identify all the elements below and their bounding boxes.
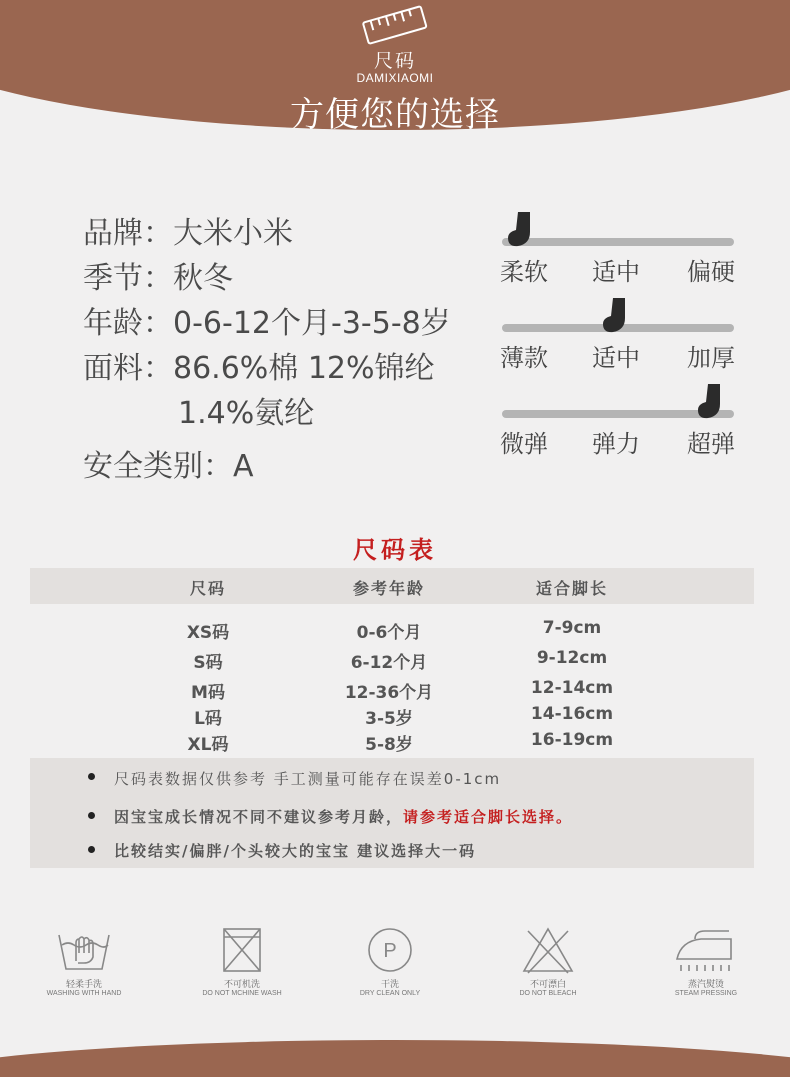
slider-label-left: 微弹 bbox=[500, 430, 548, 458]
care-label: 不可机洗 bbox=[223, 980, 260, 990]
table-row bbox=[0, 678, 790, 704]
thickness-slider bbox=[500, 296, 740, 372]
softness-slider bbox=[500, 210, 740, 286]
slider-label-left: 薄款 bbox=[500, 344, 548, 372]
fabric-text: 面料：86.6%棉 12%锦纶 bbox=[83, 351, 435, 386]
note-measurement: 尺码表数据仅供参考 手工测量可能存在误差0-1cm bbox=[114, 770, 502, 788]
sock-icon bbox=[504, 210, 542, 250]
elasticity-slider bbox=[500, 382, 740, 458]
care-label: 干洗 bbox=[380, 980, 399, 990]
safety-text: 安全类别：A bbox=[83, 449, 254, 484]
column-header: 适合脚长 bbox=[535, 579, 608, 598]
footer-banner bbox=[0, 1040, 790, 1077]
svg-text:P: P bbox=[383, 940, 397, 962]
ruler-icon bbox=[357, 4, 433, 48]
season-text: 季节：秋冬 bbox=[83, 261, 233, 296]
hand-wash-icon bbox=[54, 925, 114, 975]
table-cell: 9-12cm bbox=[536, 648, 608, 668]
steam-iron-icon bbox=[671, 925, 741, 975]
table-cell: 3-5岁 bbox=[365, 709, 413, 729]
care-label-en: STEAM PRESSING bbox=[674, 990, 738, 997]
header-label: 尺码 bbox=[373, 50, 416, 72]
table-cell: L码 bbox=[194, 709, 222, 729]
brand-text: 品牌：大米小米 bbox=[83, 216, 293, 251]
table-cell: 6-12个月 bbox=[350, 653, 428, 673]
age-text: 年龄：0-6-12个月-3-5-8岁 bbox=[83, 306, 451, 341]
table-cell: 7-9cm bbox=[542, 618, 602, 638]
bullet-icon bbox=[88, 846, 95, 853]
care-item bbox=[330, 925, 450, 997]
size-table-header bbox=[30, 568, 754, 604]
care-label-en: DO NOT MCHINE WASH bbox=[202, 990, 282, 997]
care-label-en: WASHING WITH HAND bbox=[46, 990, 122, 997]
slider-label-mid: 适中 bbox=[592, 258, 640, 286]
slider-label-mid: 适中 bbox=[592, 344, 640, 372]
note-advice-highlight: 请参考适合脚长选择。 bbox=[403, 808, 574, 826]
care-label: 轻柔手洗 bbox=[65, 980, 102, 990]
table-row bbox=[0, 704, 790, 730]
no-machine-wash-icon bbox=[212, 925, 272, 975]
table-cell: 16-19cm bbox=[530, 730, 614, 750]
slider-label-right: 超弹 bbox=[687, 430, 735, 458]
fabric-text-cont: 1.4%氨纶 bbox=[178, 396, 315, 431]
table-row bbox=[0, 648, 790, 674]
table-cell: XL码 bbox=[187, 735, 229, 755]
product-info bbox=[83, 212, 451, 490]
header-label-en: DAMIXIAOMI bbox=[356, 71, 434, 85]
table-cell: 12-14cm bbox=[530, 678, 614, 698]
care-item bbox=[182, 925, 302, 997]
column-header: 尺码 bbox=[189, 579, 226, 598]
dry-clean-icon bbox=[360, 925, 420, 975]
header bbox=[0, 0, 790, 135]
care-item bbox=[24, 925, 144, 997]
bullet-icon bbox=[88, 773, 95, 780]
table-cell: S码 bbox=[193, 653, 223, 673]
table-row bbox=[0, 618, 790, 644]
care-label: 不可漂白 bbox=[529, 980, 566, 990]
size-table-title: 尺码表 bbox=[353, 536, 437, 564]
table-cell: 14-16cm bbox=[530, 704, 614, 724]
table-row bbox=[0, 730, 790, 756]
note-advice-plain: 因宝宝成长情况不同不建议参考月龄， bbox=[114, 808, 404, 826]
table-cell: M码 bbox=[191, 683, 225, 703]
table-cell: 0-6个月 bbox=[356, 623, 422, 643]
note-size-up: 比较结实/偏胖/个头较大的宝宝 建议选择大一码 bbox=[114, 842, 477, 860]
note-advice bbox=[114, 806, 573, 827]
table-cell: 12-36个月 bbox=[344, 683, 434, 703]
care-label-en: DO NOT BLEACH bbox=[519, 990, 577, 997]
table-cell: XS码 bbox=[186, 623, 230, 643]
page-title: 方便您的选择 bbox=[290, 95, 500, 135]
slider-label-right: 偏硬 bbox=[687, 258, 735, 286]
care-label-en: DRY CLEAN ONLY bbox=[359, 990, 421, 997]
column-header: 参考年龄 bbox=[352, 579, 425, 598]
bullet-icon bbox=[88, 812, 95, 819]
slider-label-mid: 弹力 bbox=[592, 430, 640, 458]
sock-icon bbox=[599, 296, 637, 336]
care-item bbox=[488, 925, 608, 997]
slider-label-right: 加厚 bbox=[687, 344, 735, 372]
table-cell: 5-8岁 bbox=[365, 735, 413, 755]
notes-box bbox=[30, 758, 754, 868]
slider-label-left: 柔软 bbox=[500, 258, 548, 286]
no-bleach-icon bbox=[518, 925, 578, 975]
care-label: 蒸汽熨烫 bbox=[687, 980, 724, 990]
care-item bbox=[646, 925, 766, 997]
sock-icon bbox=[694, 382, 732, 422]
